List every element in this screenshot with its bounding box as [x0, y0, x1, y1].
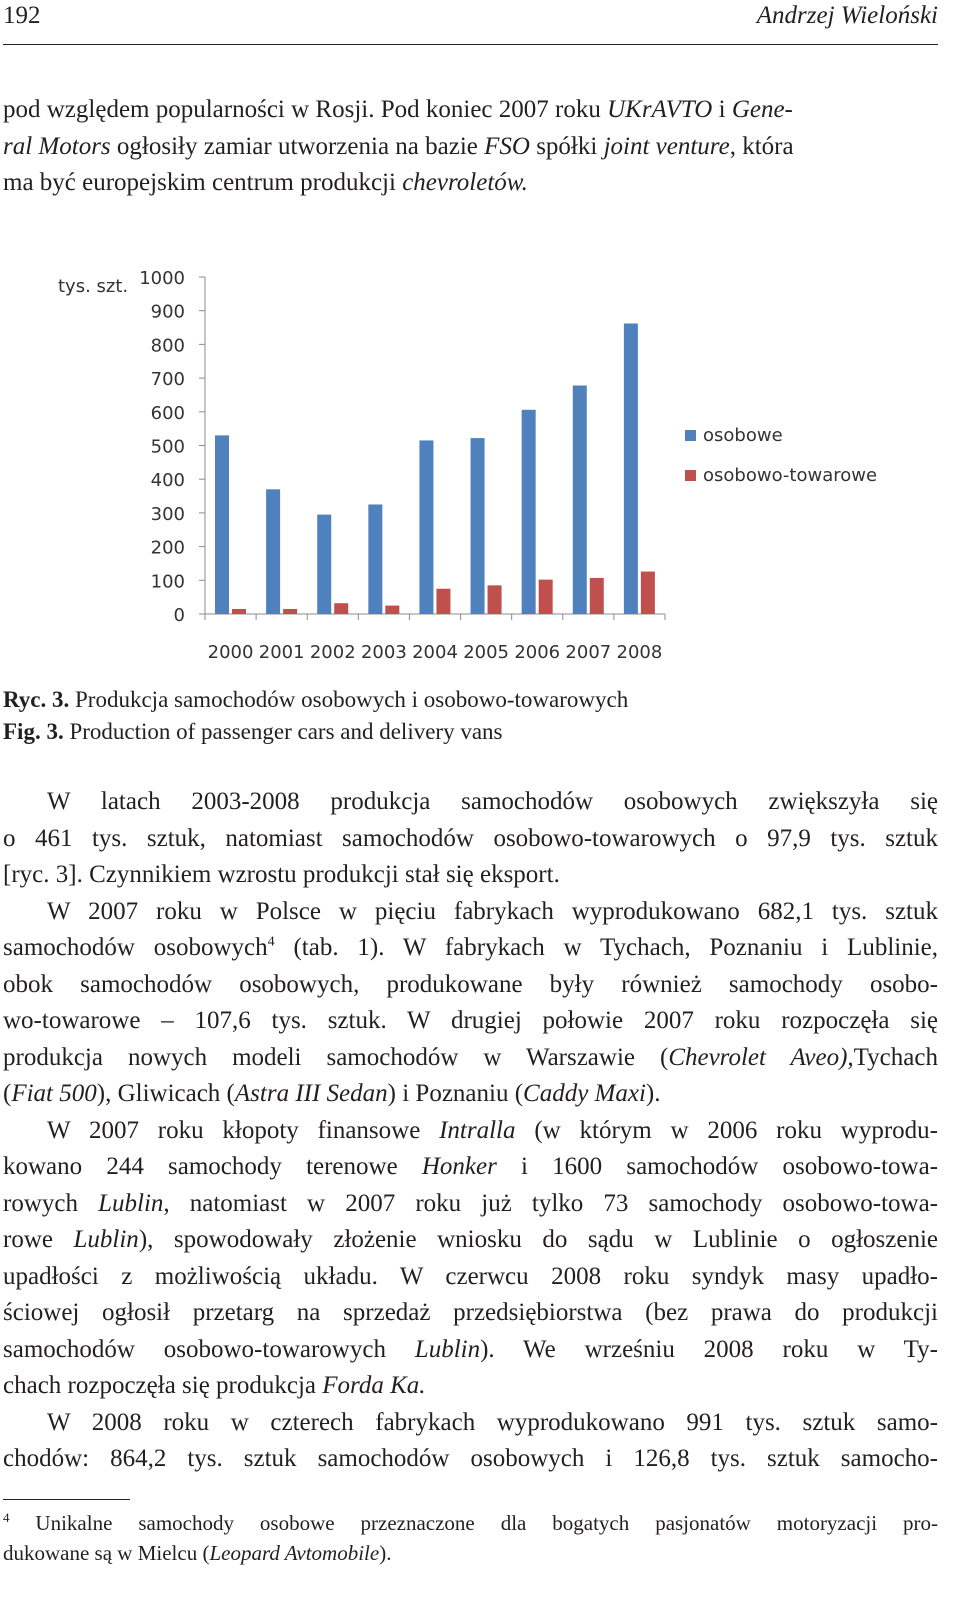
y-tick-label: 100: [150, 571, 185, 593]
running-author: Andrzej Wieloński: [756, 2, 938, 29]
caption-polish-label: Ryc. 3.: [3, 687, 70, 712]
text-run: Tychach: [853, 1043, 938, 1071]
text-line: [3, 1040, 938, 1077]
bar-osobowo-towarowe: [334, 603, 348, 614]
text-line: [3, 1441, 938, 1478]
text-run: produkcja nowych modeli samochodów w Warszawie (: [3, 1043, 669, 1071]
text-run: Caddy Maxi: [523, 1080, 646, 1107]
running-header: [3, 2, 938, 34]
bar-osobowe: [266, 489, 280, 614]
text-line: [3, 1538, 938, 1568]
x-tick-label: 2008: [616, 642, 663, 663]
bar-osobowo-towarowe: [436, 589, 450, 614]
text-run: Forda Ka.: [322, 1372, 426, 1399]
text-run: ściowej ogłosił przetarg na sprzedaż przedsiębiorstwa (bez prawa do produkcji: [3, 1299, 938, 1326]
text-run: Gene-: [731, 96, 793, 123]
x-tick-label: 2003: [360, 642, 407, 663]
text-run: , która: [729, 132, 794, 160]
text-line: [3, 129, 938, 166]
y-tick-label: 1000: [139, 268, 185, 289]
text-run: ).: [379, 1541, 392, 1565]
caption-english: [3, 716, 503, 748]
bar-osobowe: [522, 410, 536, 614]
text-run: rowych: [3, 1189, 99, 1217]
text-line: [3, 967, 938, 1004]
caption-english-text: Production of passenger cars and delivery vans: [63, 719, 503, 744]
y-tick-label: 200: [150, 537, 185, 559]
text-run: ) i Poznaniu (: [387, 1080, 524, 1107]
text-run: chodów: 864,2 tys. sztuk samochodów osobowych i 126,8 tys. sztuk samocho-: [3, 1445, 938, 1472]
text-run: Lublin: [98, 1189, 164, 1217]
x-tick-label: 2004: [412, 642, 458, 663]
y-tick-label: 600: [150, 402, 185, 424]
text-run: dukowane są w Mielcu (: [3, 1541, 210, 1565]
y-axis-label: tys. szt.: [58, 276, 129, 297]
text-line: [3, 1113, 938, 1150]
text-line: [3, 1003, 938, 1040]
footnote-marker: 4: [267, 934, 275, 950]
x-tick-label: 2001: [258, 642, 305, 663]
text-line: [3, 92, 938, 129]
legend-label: osobowo-towarowe: [703, 465, 878, 486]
bar-osobowe: [215, 435, 229, 614]
text-run: samochodów osobowo-towarowych: [3, 1335, 415, 1363]
text-run: ogłosiły zamiar utworzenia na bazie: [110, 132, 485, 160]
y-tick-label: 900: [150, 301, 185, 323]
legend-swatch: [685, 430, 696, 441]
bar-osobowo-towarowe: [590, 578, 604, 614]
text-line: [3, 165, 938, 202]
bar-osobowo-towarowe: [232, 609, 246, 614]
text-run: Honker: [421, 1153, 497, 1180]
caption-english-label: Fig. 3.: [3, 719, 64, 744]
text-run: Fiat 500: [11, 1080, 97, 1107]
text-line: [3, 1186, 938, 1223]
bar-osobowo-towarowe: [283, 609, 297, 614]
text-line: [3, 784, 938, 821]
text-run: ).: [645, 1080, 661, 1107]
text-run: Chevrolet Aveo),: [668, 1043, 854, 1071]
text-run: i: [712, 96, 732, 123]
text-run: ma być europejskim centrum produkcji: [3, 169, 403, 196]
footnote-marker: 4: [3, 1510, 10, 1525]
bar-osobowo-towarowe: [385, 606, 399, 614]
text-run: ). We wrześniu 2008 roku w Ty-: [480, 1335, 938, 1363]
text-run: Unikalne samochody osobowe przeznaczone dla bogatych pasjonatów motoryzacji pro-: [9, 1511, 938, 1535]
text-line: [3, 1259, 938, 1296]
text-run: obok samochodów osobowych, produkowane były również samochody osobo-: [3, 970, 938, 998]
text-line: [3, 894, 938, 931]
x-tick-label: 2006: [514, 642, 561, 663]
bar-osobowe: [624, 324, 638, 614]
page-number: 192: [3, 2, 41, 29]
text-line: [3, 1508, 938, 1538]
text-run: ral Motors: [3, 132, 111, 160]
bar-osobowo-towarowe: [641, 572, 655, 614]
text-run: Lublin: [73, 1226, 139, 1253]
text-run: W 2007 roku w Polsce w pięciu fabrykach wyprodukowano 682,1 tys. sztuk: [47, 897, 938, 925]
text-run: rowe: [3, 1226, 74, 1253]
header-rule: [3, 44, 938, 45]
text-run: Leopard Avtomobile: [209, 1541, 380, 1565]
bar-osobowo-towarowe: [488, 585, 502, 614]
production-bar-chart: [55, 262, 915, 672]
text-run: i 1600 samochodów osobowo-towa-: [496, 1153, 938, 1180]
y-tick-label: 0: [173, 605, 185, 626]
x-tick-label: 2005: [463, 642, 510, 663]
text-run: joint venture: [603, 132, 730, 160]
paragraph-body: [3, 784, 938, 1478]
text-run: Astra III Sedan: [234, 1080, 388, 1107]
bar-osobowe: [317, 515, 331, 614]
text-run: pod względem popularności w Rosji. Pod koniec 2007 roku: [3, 96, 608, 123]
y-tick-label: 400: [150, 470, 185, 492]
text-run: FSO: [484, 132, 530, 160]
text-run: ), spowodowały złożenie wniosku do sądu w Lublinie o ogłoszenie: [138, 1226, 939, 1253]
text-line: [3, 1222, 938, 1259]
text-run: Intralla: [439, 1116, 516, 1144]
footnote-rule: [3, 1499, 130, 1500]
text-line: [3, 857, 938, 894]
text-line: [3, 821, 938, 858]
footnote: [3, 1508, 938, 1568]
legend-swatch: [685, 470, 696, 481]
text-run: W latach 2003-2008 produkcja samochodów osobowych zwiększyła się: [47, 788, 938, 815]
text-run: upadłości z możliwością układu. W czerwcu 2008 roku syndyk masy upadło-: [3, 1262, 938, 1290]
caption-polish-text: Produkcja samochodów osobowych i osobowo-towarowych: [69, 687, 629, 712]
text-run: chach rozpoczęła się produkcja: [3, 1372, 323, 1399]
text-line: [3, 1368, 938, 1405]
bar-osobowe: [419, 440, 433, 614]
text-run: UKrAVTO: [607, 96, 713, 123]
text-line: [3, 930, 938, 967]
x-tick-label: 2000: [207, 642, 254, 663]
text-run: o 461 tys. sztuk, natomiast samochodów osobowo-towarowych o 97,9 tys. sztuk: [3, 824, 938, 852]
text-line: [3, 1295, 938, 1332]
y-tick-label: 700: [150, 369, 185, 391]
text-run: wo-towarowe – 107,6 tys. sztuk. W drugiej połowie 2007 roku rozpoczęła się: [3, 1007, 938, 1034]
y-tick-label: 300: [150, 503, 185, 525]
x-tick-label: 2007: [565, 642, 612, 663]
text-run: (w którym w 2006 roku wyprodu-: [515, 1116, 938, 1144]
text-run: chevroletów.: [402, 169, 528, 196]
y-tick-label: 800: [150, 335, 185, 357]
text-run: (: [3, 1080, 12, 1107]
bar-osobowo-towarowe: [539, 580, 553, 614]
text-run: [ryc. 3]. Czynnikiem wzrostu produkcji stał się eksport.: [3, 861, 560, 888]
text-run: (tab. 1). W fabrykach w Tychach, Poznaniu i Lublinie,: [274, 934, 938, 961]
caption-polish: [3, 684, 628, 716]
text-run: samochodów osobowych: [3, 934, 268, 961]
text-run: ), Gliwicach (: [96, 1080, 235, 1107]
bar-osobowe: [573, 386, 587, 614]
bar-osobowe: [368, 504, 382, 614]
text-line: [3, 1332, 938, 1369]
text-run: kowano 244 samochody terenowe: [3, 1153, 422, 1180]
text-line: [3, 1405, 938, 1442]
bar-osobowe: [471, 438, 485, 614]
text-run: W 2008 roku w czterech fabrykach wyprodukowano 991 tys. sztuk samo-: [47, 1408, 938, 1436]
legend-label: osobowe: [703, 425, 783, 446]
text-run: Lublin: [414, 1335, 481, 1363]
y-tick-label: 500: [150, 436, 185, 458]
text-run: spółki: [529, 132, 604, 160]
text-run: W 2007 roku kłopoty finansowe: [47, 1116, 440, 1144]
paragraph-intro: [3, 92, 938, 202]
text-run: , natomiast w 2007 roku już tylko 73 samochody osobowo-towa-: [163, 1189, 938, 1217]
text-line: [3, 1149, 938, 1186]
text-line: [3, 1076, 938, 1113]
x-tick-label: 2002: [309, 642, 356, 663]
